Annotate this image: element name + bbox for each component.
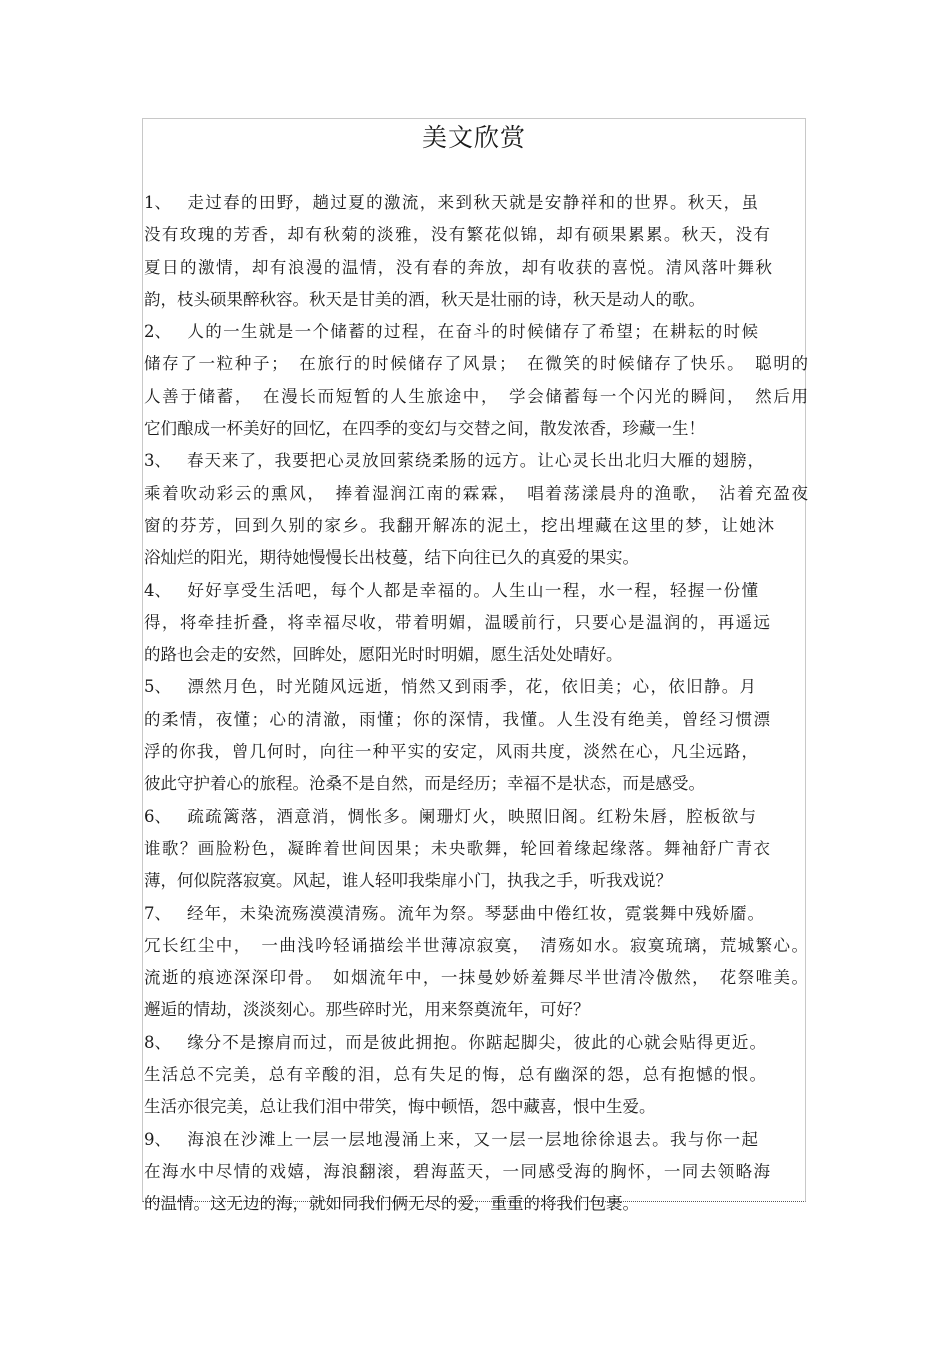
paragraph-number: 4、	[144, 580, 171, 600]
paragraph-line	[143, 671, 756, 703]
line-text: 彼此守护着心的旅程。沧桑不是自然，而是经历；幸福不是状态，而是感受。	[144, 774, 705, 794]
paragraph-line	[143, 284, 807, 316]
paragraph	[143, 575, 807, 672]
paragraph-line	[143, 478, 808, 510]
paragraph-line	[143, 736, 758, 768]
line-text: 经年，未染流殇漠漠清殇。流年为祭。琴瑟曲中倦红妆，霓裳舞中残娇靥。	[186, 903, 764, 923]
paragraph-line	[143, 445, 764, 477]
paragraph-line	[143, 1091, 807, 1123]
line-text: 的柔情，夜懂；心的清澈，雨懂；你的深情，我懂。人生没有绝美，曾经习惯漂	[144, 709, 770, 729]
line-text: 的温情。这无边的海，就如同我们俩无尽的爱，重重的将我们包裹。	[144, 1194, 639, 1214]
paragraph-number: 8、	[144, 1032, 171, 1052]
paragraph-line	[143, 768, 807, 800]
paragraph-number: 5、	[144, 677, 171, 697]
line-text: 乘着吹动彩云的熏风， 捧着湿润江南的霖霖， 唱着荡漾晨舟的渔歌， 沾着充盈夜	[144, 483, 808, 503]
paragraph	[143, 445, 807, 574]
paragraph-line	[143, 833, 770, 865]
paragraph-line	[143, 801, 756, 833]
paragraph-line	[143, 381, 808, 413]
paragraph-line	[143, 510, 774, 542]
paragraph-number: 3、	[144, 451, 171, 471]
line-text: 薄，何似院落寂寞。风起，谁人轻叩我柴扉小门，执我之手，听我戏说？	[144, 871, 672, 891]
document-page	[142, 118, 808, 1214]
paragraph-line	[143, 1027, 766, 1059]
line-text: 浴灿烂的阳光，期待她慢慢长出枝蔓，结下向往已久的真爱的果实。	[144, 548, 639, 568]
paragraph-line	[143, 898, 764, 930]
line-text: 的路也会走的安然，回眸处，愿阳光时时明媚，愿生活处处晴好。	[144, 645, 623, 665]
paragraph-line	[143, 865, 807, 897]
line-text: 走过春的田野，趟过夏的激流，来到秋天就是安静祥和的世界。秋天，虽	[186, 193, 758, 212]
paragraph-number: 9、	[144, 1129, 171, 1149]
line-text: 韵，枝头硕果醉秋容。秋天是甘美的酒，秋天是壮丽的诗，秋天是动人的歌。	[144, 289, 705, 309]
paragraph-number: 1、	[144, 193, 171, 212]
paragraph-line	[143, 575, 758, 607]
line-text: 海浪在沙滩上一层一层地漫涌上来，又一层一层地徐徐退去。我与你一起	[186, 1129, 758, 1149]
line-text: 它们酿成一杯美好的回忆，在四季的变幻与交替之间，散发浓香，珍藏一生！	[144, 419, 705, 439]
paragraph-line	[143, 252, 772, 284]
line-text: 没有玫瑰的芳香，却有秋菊的淡雅，没有繁花似锦，却有硕果累累。秋天，没有	[144, 225, 770, 245]
line-text: 疏疏篱落，酒意消，惆怅多。阑珊灯火，映照旧阁。红粉朱唇，腔板欲与	[186, 806, 756, 826]
paragraph-line	[143, 962, 808, 994]
paragraph	[143, 801, 807, 898]
paragraph-line	[143, 348, 808, 380]
line-text: 在海水中尽情的戏嬉，海浪翻滚，碧海蓝天，一同感受海的胸怀，一同去领略海	[144, 1161, 770, 1181]
line-text: 漂然月色，时光随风远逝，悄然又到雨季，花，依旧美；心，依旧静。月	[186, 677, 756, 697]
line-text: 得，将牵挂折叠，将幸福尽收，带着明媚，温暖前行，只要心是温润的，再遥远	[144, 612, 770, 632]
paragraph-number: 2、	[144, 322, 171, 342]
paragraph-line	[143, 219, 770, 251]
paragraph-line	[143, 1156, 770, 1188]
line-text: 春天来了，我要把心灵放回萦绕柔肠的远方。让心灵长出北归大雁的翅膀，	[186, 451, 764, 471]
paragraph	[143, 187, 807, 316]
paragraph	[143, 671, 807, 800]
line-text: 邂逅的情劫，淡淡刻心。那些碎时光，用来祭奠流年，可好？	[144, 1000, 590, 1020]
paragraph-line	[143, 187, 758, 219]
paragraph	[143, 898, 807, 1027]
paragraph-line	[143, 704, 770, 736]
line-text: 人的一生就是一个储蓄的过程，在奋斗的时候储存了希望；在耕耘的时候	[186, 322, 758, 342]
line-text: 生活亦很完美，总让我们泪中带笑，悔中顿悟，怨中藏喜，恨中生爱。	[144, 1097, 656, 1117]
line-text: 夏日的激情，却有浪漫的温情，没有春的奔放，却有收获的喜悦。清风落叶舞秋	[144, 257, 772, 277]
paragraph-line	[143, 413, 807, 445]
paragraph-line	[143, 1124, 758, 1156]
line-text: 浮的你我，曾几何时，向往一种平实的安定，风雨共度，淡然在心，凡尘远路，	[144, 742, 758, 762]
line-text: 生活总不完美，总有辛酸的泪，总有失足的悔，总有幽深的怨，总有抱憾的恨。	[144, 1065, 766, 1085]
paragraph	[143, 316, 807, 445]
line-text: 谁歌？画脸粉色，凝眸着世间因果；未央歌舞，轮回着缘起缘落。舞袖舒广青衣	[144, 838, 770, 858]
paragraph-line	[143, 1188, 807, 1220]
page-title: 美文欣赏	[421, 123, 526, 152]
paragraph-line	[143, 542, 807, 574]
paragraph-line	[143, 607, 770, 639]
line-text: 人善于储蓄， 在漫长而短暂的人生旅途中， 学会储蓄每一个闪光的瞬间， 然后用	[144, 386, 808, 406]
line-text: 窗的芬芳，回到久别的家乡。我翻开解冻的泥土，挖出埋藏在这里的梦，让她沐	[144, 515, 774, 535]
paragraph-line	[143, 994, 807, 1026]
line-text: 流逝的痕迹深深印骨。 如烟流年中，一抹曼妙娇羞舞尽半世清冷傲然， 花祭唯美。	[144, 968, 808, 988]
paragraph-line	[143, 639, 807, 671]
paragraph	[143, 1124, 807, 1221]
line-text: 好好享受生活吧，每个人都是幸福的。人生山一程，水一程，轻握一份懂	[186, 580, 758, 600]
paragraph-number: 7、	[144, 903, 171, 923]
line-text: 缘分不是擦肩而过，而是彼此拥抱。你踮起脚尖，彼此的心就会贴得更近。	[186, 1032, 766, 1052]
paragraph-line	[143, 316, 758, 348]
paragraph-line	[143, 1059, 766, 1091]
line-text: 储存了一粒种子； 在旅行的时候储存了风景； 在微笑的时候储存了快乐。 聪明的	[144, 354, 808, 374]
paragraph-line	[143, 930, 808, 962]
document-body	[143, 187, 807, 1221]
line-text: 冗长红尘中， 一曲浅吟轻诵描绘半世薄凉寂寞， 清殇如水。寂寞琉璃，荒城繁心。	[144, 935, 808, 955]
paragraph	[143, 1027, 807, 1124]
paragraph-number: 6、	[144, 806, 171, 826]
